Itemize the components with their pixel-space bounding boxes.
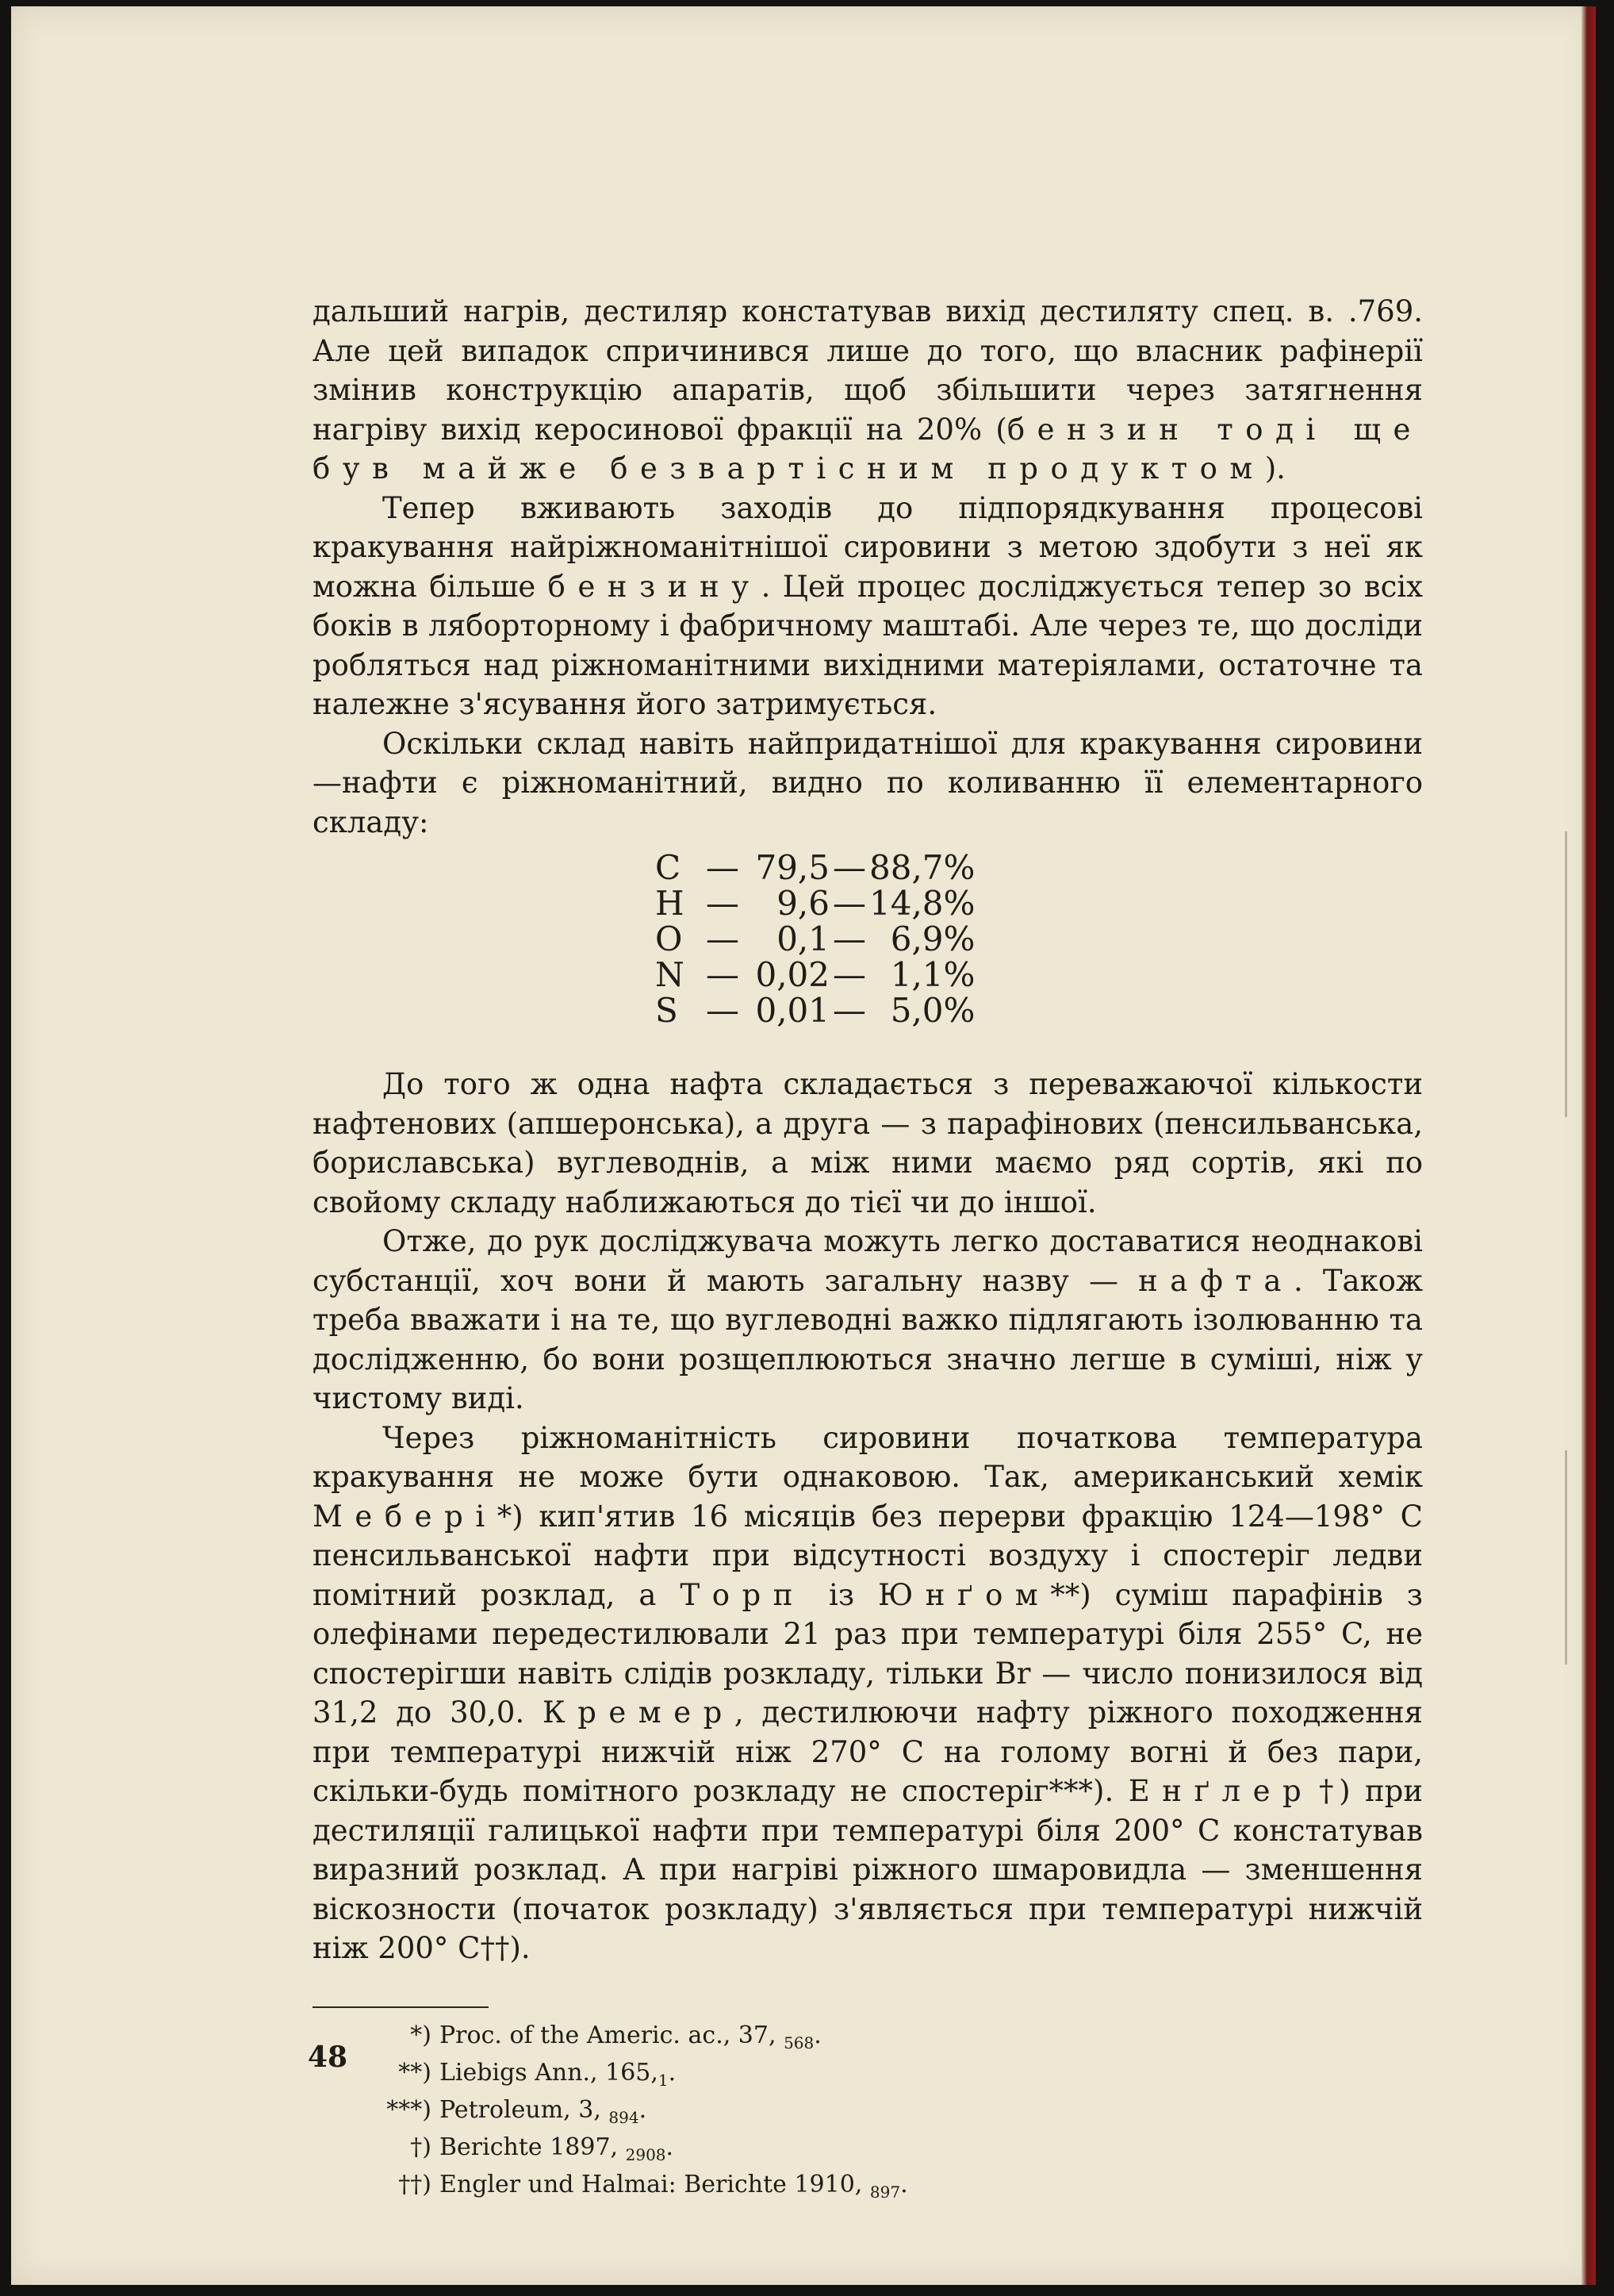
composition-el: C: [655, 848, 681, 887]
footnote-page: 1: [657, 2070, 669, 2090]
spaced-emphasis-text: Мебері: [312, 1499, 497, 1534]
dash: —: [706, 920, 739, 958]
spaced-emphasis-text: Енґлер: [1128, 1774, 1314, 1808]
composition-el: O: [655, 920, 683, 958]
text-section-1: [312, 292, 1423, 842]
composition-min: 9,6: [776, 884, 830, 923]
footnote: [312, 2133, 1423, 2170]
composition-min: 0,01: [755, 991, 830, 1030]
footnote: [312, 2021, 1423, 2058]
footnote-mark: †): [410, 2133, 431, 2161]
paragraph-text: . Цей процес досліджується тепер зо всіх боків в ляборторному і фабричному маштабі. Але через те, що досліди робляться над ріжноманітними вихідними матеріялами, остаточне та належне з'ясування його затримується.: [312, 569, 1424, 721]
paragraph: [312, 724, 1423, 843]
paragraph-text: ).: [1264, 451, 1286, 486]
spaced-emphasis-text: бензин тоді ще був майже безвартісним продуктом: [312, 412, 1423, 486]
paragraph: [312, 489, 1423, 724]
paragraph-text: , дестилюючи нафту ріжного походження при температурі нижчій ніж 270° C на голому вогні й без пари, скільки-будь помітного розкладу не спостеріг***).: [312, 1695, 1423, 1808]
composition-max: 6,9%: [890, 920, 976, 958]
footnote-end: .: [900, 2170, 908, 2198]
footnote-text: Petroleum, 3,: [439, 2095, 609, 2124]
paragraph-text: із: [804, 1577, 879, 1612]
dash: —: [833, 920, 866, 958]
book-page: [11, 6, 1596, 2285]
footnote: [312, 2095, 1423, 2133]
footnote-text: Berichte 1897,: [439, 2133, 626, 2161]
footnote-rule: [312, 2006, 489, 2008]
spaced-emphasis-text: Юнґом: [878, 1577, 1051, 1612]
composition-max: 1,1%: [890, 955, 976, 994]
composition-min: 0,1: [776, 920, 830, 958]
footnote-page: 897: [869, 2182, 901, 2202]
spaced-emphasis-text: Торп: [680, 1577, 805, 1612]
footnote-mark: **): [398, 2058, 431, 2087]
footnote-mark: *): [410, 2021, 431, 2049]
footnote-page: 2908: [625, 2144, 666, 2164]
composition-max: 88,7%: [869, 848, 976, 887]
composition-max: 14,8%: [869, 884, 976, 923]
paragraph-text: *) кип'ятив 16 місяців без перерви фракцію 124—198° C пенсильванської нафти при відсутності воздуху і спостеріг ледви помітний розклад, а: [312, 1499, 1423, 1612]
page-number: 48: [308, 2041, 348, 2074]
dash: —: [706, 848, 739, 887]
composition-min: 0,02: [755, 955, 830, 994]
footnote-end: .: [814, 2021, 822, 2049]
paragraph-text: Оскільки склад навіть найпридатнішої для кракування сировини —нафти є ріжноманітний, видно по коливанню її елементарного складу:: [312, 726, 1423, 839]
dash: —: [833, 884, 866, 923]
footnote-mark: ††): [398, 2170, 431, 2198]
footnote-end: .: [638, 2095, 647, 2124]
paragraph-text: †) при дестиляції галицької нафти при температурі біля 200° C констатував виразний розклад. А при нагріві ріжного шмаровидла — зменшення віскозности (початок розкладу) з'являється при температурі нижчій ніж 200° C††).: [312, 1774, 1424, 1965]
footnote-text: Proc. of the Americ. ac., 37,: [439, 2021, 784, 2049]
dash: —: [833, 955, 866, 994]
page-text: [312, 292, 1423, 2207]
dash: —: [833, 848, 866, 887]
composition-max: 5,0%: [890, 991, 976, 1030]
spaced-emphasis-text: нафта: [1138, 1263, 1294, 1298]
text-section-2: [312, 1065, 1423, 1968]
footnote-text: Engler und Halmai: Berichte 1910,: [439, 2170, 870, 2198]
footnote-page: 894: [608, 2107, 639, 2127]
paragraph-text: . Також треба вважати і на те, що вуглеводні важко підлягають ізолюванню та дослідженню, бо вони розщеплюються значно легше в суміші, ніж у чистому виді.: [312, 1263, 1423, 1415]
paragraph: [312, 1222, 1423, 1419]
composition-table: [655, 850, 975, 1028]
footnote-end: .: [668, 2058, 677, 2087]
dash: —: [706, 884, 739, 923]
composition-row: [655, 885, 975, 921]
footnote-mark: ***): [386, 2095, 431, 2124]
dash: —: [706, 955, 739, 994]
page-edge-mark: [1565, 831, 1567, 1117]
paragraph: [312, 1065, 1423, 1222]
paragraph-text: **) суміш парафінів з олефінами передестилювали 21 раз при температурі біля 255° C, не спостерігши навіть слідів розкладу, тільки Br — число понизилося від 31,2 до 30,0.: [312, 1577, 1423, 1730]
paragraph-text: дальший нагрів, дестиляр констатував вихід дестиляту спец. в. .769. Але цей випадок спричинився лише до того, що власник рафінерії змінив конструкцію апаратів, щоб збільшити через затягнення нагріву вихід керосинової фракції на 20% (: [312, 294, 1423, 447]
composition-row: [655, 993, 975, 1028]
footnote-end: .: [665, 2133, 674, 2161]
dash: —: [833, 991, 866, 1030]
composition-min: 79,5: [755, 848, 830, 887]
composition-el: H: [655, 884, 684, 923]
composition-el: S: [655, 991, 678, 1030]
composition-row: [655, 850, 975, 885]
footnote: [312, 2170, 1423, 2207]
composition-el: N: [655, 955, 684, 994]
paragraph-text: До того ж одна нафта складається з переважаючої кількости нафтенових (апшеронська), а друга — з парафінових (пенсильванська, бориславська) вуглеводнів, а між ними маємо ряд сортів, які по свойому складу наближаються до тієї чи до іншої.: [312, 1067, 1423, 1219]
footnote-page: 568: [784, 2033, 815, 2052]
dash: —: [706, 991, 739, 1030]
paragraph: [312, 292, 1423, 489]
footnotes: [312, 2021, 1423, 2207]
composition-row: [655, 921, 975, 957]
paragraph-text: Тепер вживають заходів до підпорядкування процесові кракування найріжноманітнішої сировини з метою здобути з неї як можна більше: [312, 490, 1423, 604]
page-edge-mark: [1565, 1450, 1567, 1664]
paragraph-text: Через ріжноманітність сировини початкова температура кракування не може бути однаковою. Так, американський хемік: [312, 1420, 1423, 1494]
composition-row: [655, 957, 975, 993]
footnote: [312, 2058, 1423, 2095]
paragraph-text: Отже, до рук досліджувача можуть легко доставатися неоднакові субстанції, хоч вони й мають загальну назву —: [312, 1224, 1423, 1298]
footnote-text: Liebigs Ann., 165,: [439, 2058, 658, 2087]
paragraph: [312, 1419, 1423, 1968]
spaced-emphasis-text: бензину: [547, 569, 761, 604]
red-binding-edge: [1581, 6, 1596, 2285]
spaced-emphasis-text: Кремер: [542, 1695, 734, 1730]
